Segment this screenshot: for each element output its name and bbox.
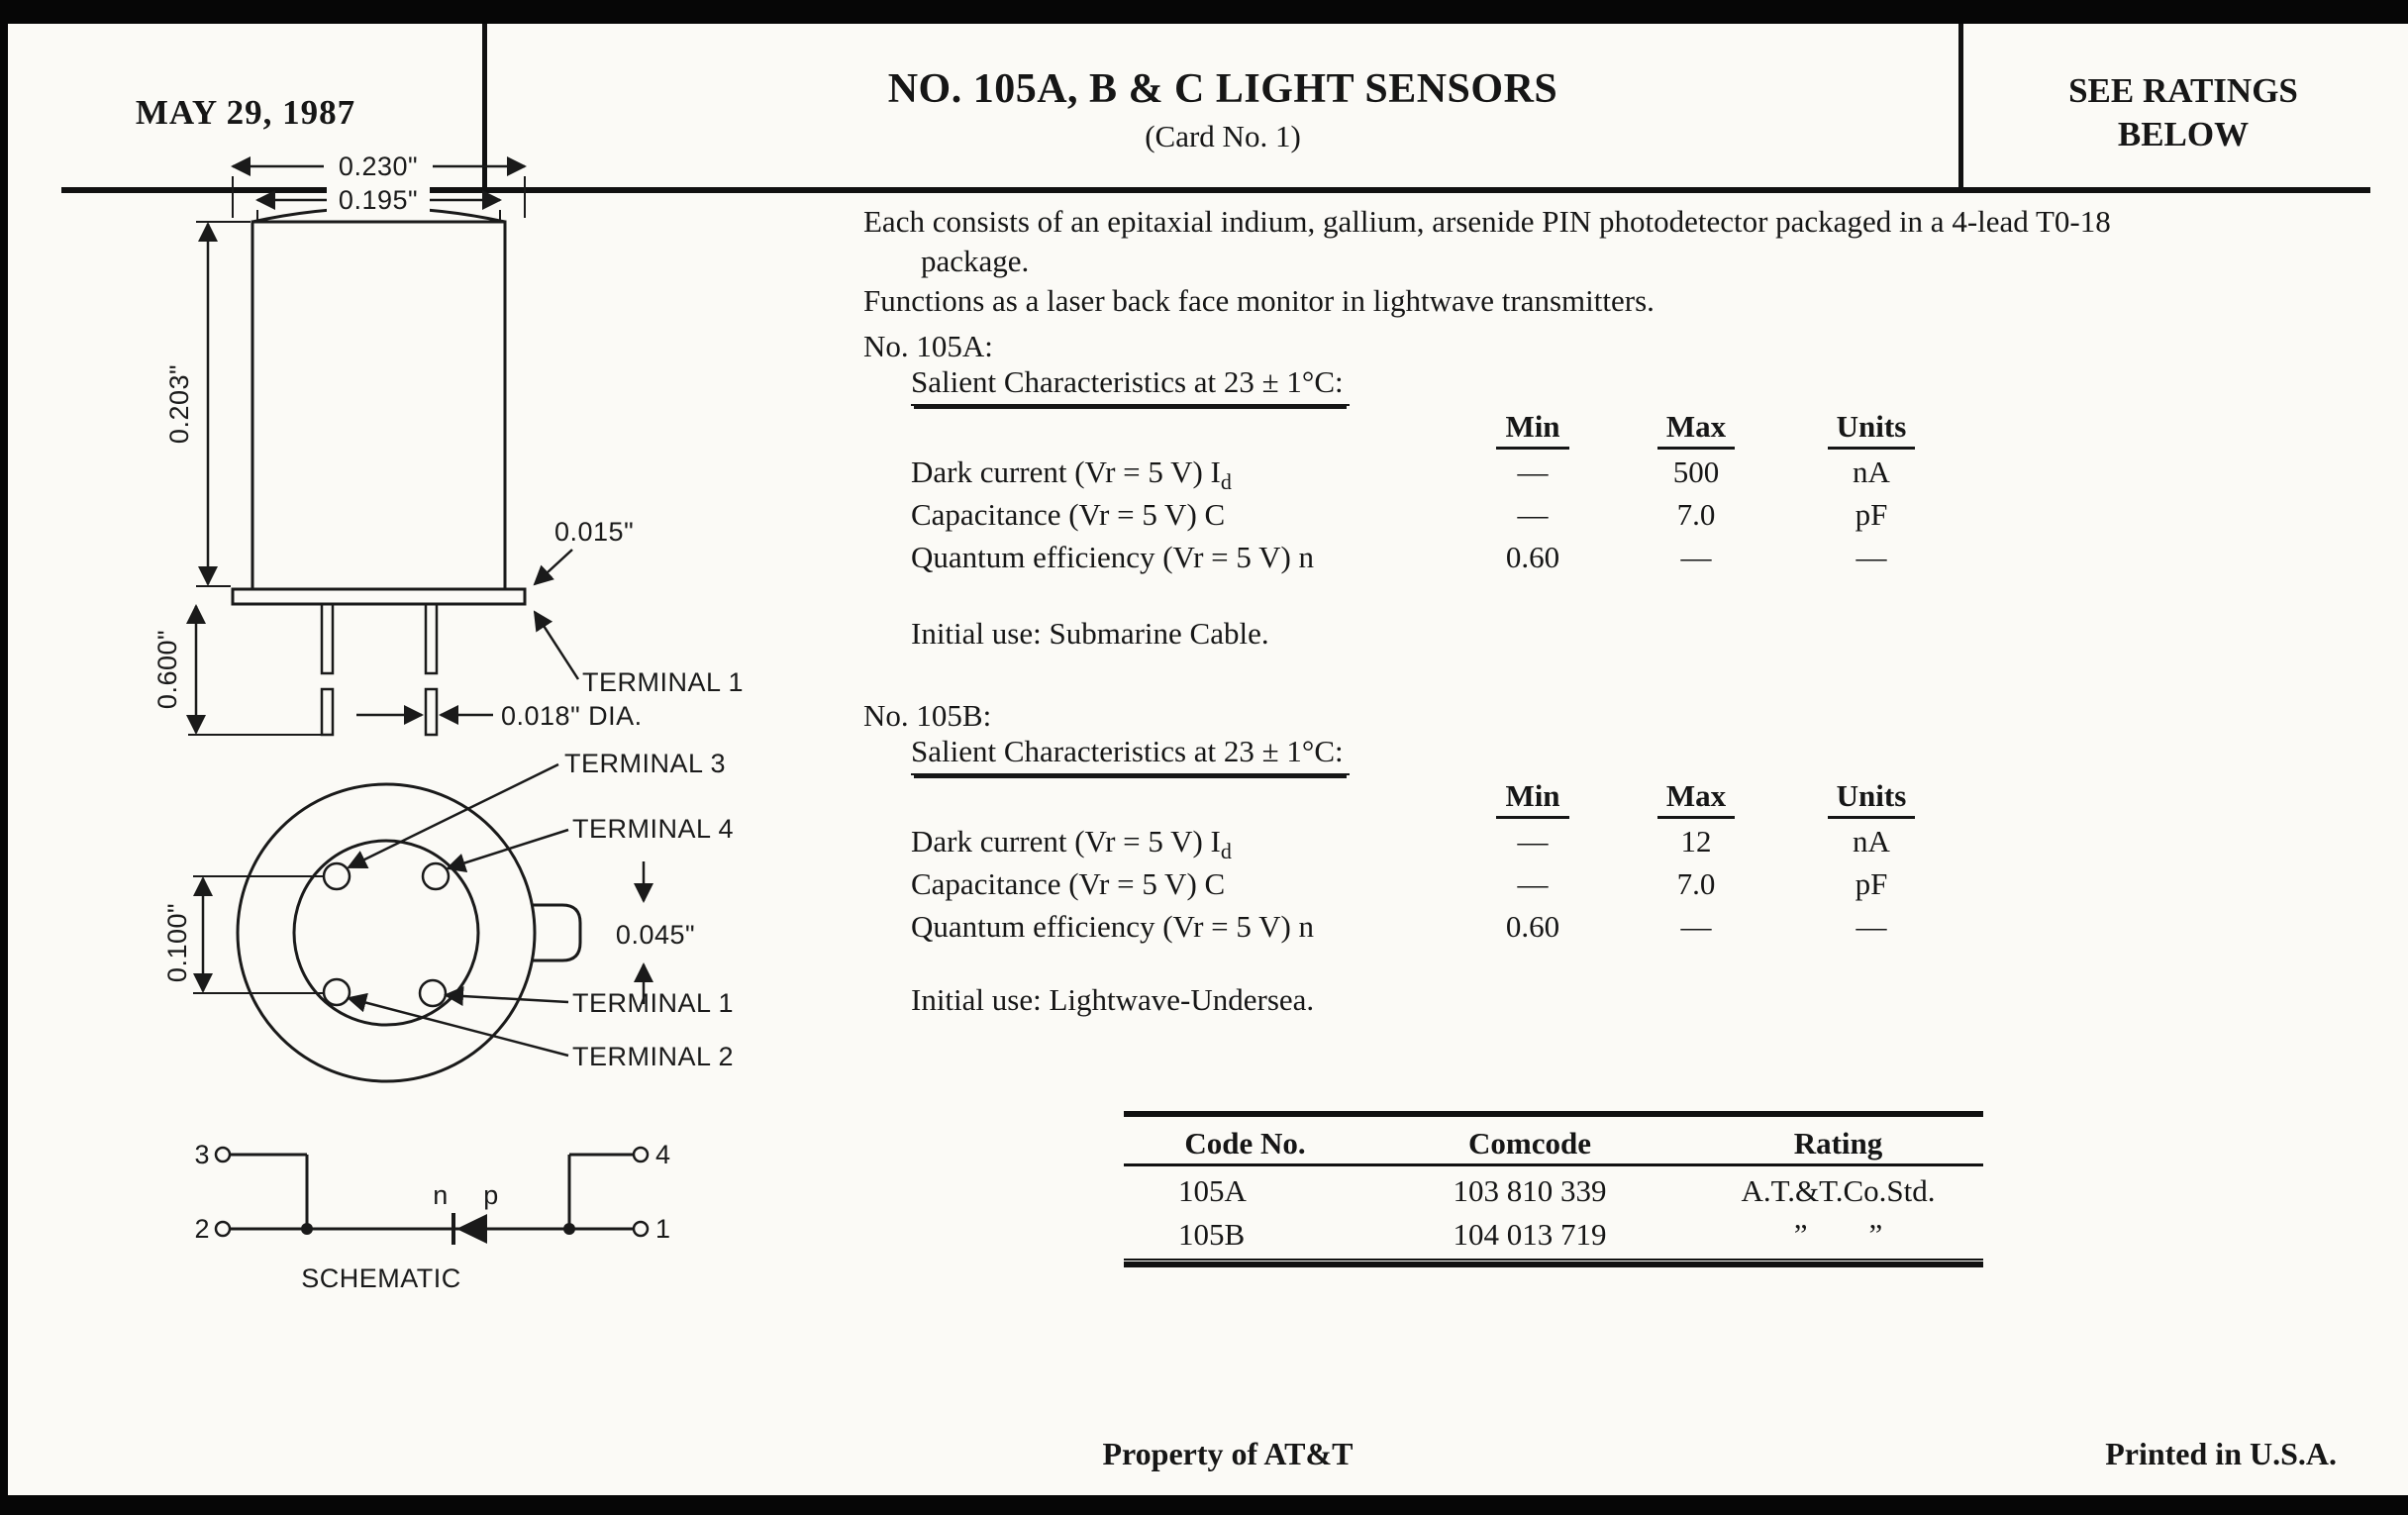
param-name: Dark current (Vr = 5 V) $I_d$: [911, 454, 1232, 495]
value-units: nA: [1853, 824, 1890, 858]
p-region-label: p: [483, 1180, 499, 1210]
dimension-lines: [188, 166, 578, 735]
terminal-1-label: TERMINAL 1: [572, 988, 735, 1018]
pin-4-label: 4: [655, 1140, 671, 1169]
value-min: —: [1517, 866, 1549, 901]
property-notice: Property of AT&T: [1102, 1436, 1354, 1471]
param-name: Capacitance (Vr = 5 V) C: [911, 497, 1226, 532]
param-subscript: d: [1220, 839, 1232, 864]
intro-line-1: Each consists of an epitaxial indium, gallium, arsenide PIN photodetector packaged in a 4-lead T0-18: [863, 204, 2111, 239]
code-col-header: Code No.: [1184, 1126, 1306, 1161]
package-side-view-drawing: [139, 139, 812, 753]
value-min: —: [1517, 824, 1549, 858]
bottom-view-outline: [238, 784, 580, 1081]
col-header-max: Max: [1612, 777, 1780, 819]
param-name: Capacitance (Vr = 5 V) C: [911, 866, 1226, 901]
char-table-corner: [911, 408, 1454, 451]
document-date: MAY 29, 1987: [135, 93, 356, 132]
junction-dot: [563, 1223, 575, 1235]
n-region-label: n: [433, 1180, 449, 1210]
terminal-1-label: TERMINAL 1: [582, 667, 745, 697]
pin-1-label: 1: [655, 1214, 671, 1244]
value-units: —: [1856, 540, 1887, 574]
pin-2-label: 2: [194, 1214, 210, 1244]
value-max: 7.0: [1676, 497, 1716, 532]
value-min: 0.60: [1505, 909, 1560, 944]
comcode-cell: 104 013 719: [1453, 1217, 1607, 1252]
col-header-units: Units: [1780, 408, 1962, 450]
salient-title-text: Salient Characteristics at 23 ± 1°C:: [911, 364, 1350, 406]
col-header-units: Units: [1780, 777, 1962, 819]
header-divider-right: [1958, 24, 1963, 188]
code-cell: 105A: [1178, 1173, 1247, 1208]
section-105b-heading: No. 105B:: [863, 698, 992, 733]
intro-line-3: Functions as a laser back face monitor in lightwave transmitters.: [863, 283, 1655, 318]
param-subscript: d: [1220, 469, 1232, 495]
ratings-note: [1965, 69, 2401, 156]
table-row: [1124, 1210, 1983, 1254]
diode-symbol: [453, 1213, 487, 1245]
code-table-header: [1124, 1117, 1983, 1166]
section-105b-salient-title: [911, 734, 1350, 775]
char-table-105a: [911, 408, 1962, 578]
value-max: —: [1680, 909, 1712, 944]
initial-use-105b: Initial use: Lightwave-Undersea.: [911, 982, 1315, 1017]
dim-body-height-label: 0.203": [164, 363, 194, 445]
col-header-min: Min: [1454, 777, 1612, 819]
terminal-4-label: TERMINAL 4: [572, 814, 735, 844]
value-max: 500: [1672, 454, 1720, 489]
value-max: 7.0: [1676, 866, 1716, 901]
rating-col-header: Rating: [1793, 1126, 1883, 1161]
param-name: Dark current (Vr = 5 V) $I_d$: [911, 824, 1232, 864]
dim-flange-thickness-label: 0.015": [554, 517, 635, 547]
value-max: 12: [1680, 824, 1712, 858]
value-units: pF: [1855, 497, 1888, 532]
code-table-bottom-rule: [1124, 1259, 1983, 1267]
value-min: —: [1517, 497, 1549, 532]
value-units: —: [1856, 909, 1887, 944]
value-max: —: [1680, 540, 1712, 574]
dim-lead-diameter-label: 0.018" DIA.: [501, 701, 643, 731]
section-105a-heading: No. 105A:: [863, 329, 993, 363]
schematic-wires: [216, 1148, 648, 1236]
intro-line-2: package.: [921, 244, 1030, 278]
dim-tab-width-label: 0.045": [615, 920, 696, 950]
rating-cell: ” ”: [1793, 1217, 1883, 1252]
char-table-105b: [911, 777, 1962, 948]
ratings-note-line2: BELOW: [2117, 115, 2250, 153]
comcode-cell: 103 810 339: [1453, 1173, 1607, 1208]
rating-cell: A.T.&T.Co.Std.: [1741, 1173, 1936, 1208]
dim-lead-spacing-label: 0.100": [162, 902, 192, 983]
value-units: pF: [1855, 866, 1888, 901]
dim-flange-width-label: 0.230": [338, 152, 419, 181]
printed-notice: Printed in U.S.A.: [2105, 1436, 2337, 1471]
code-cell: 105B: [1178, 1217, 1246, 1252]
comcode-col-header: Comcode: [1468, 1126, 1591, 1161]
col-header-max: Max: [1612, 408, 1780, 450]
page-title: NO. 105A, B & C LIGHT SENSORS: [887, 66, 1558, 112]
param-name: Quantum efficiency (Vr = 5 V) n: [911, 909, 1315, 944]
code-table: [1124, 1111, 1983, 1267]
param-name: Quantum efficiency (Vr = 5 V) n: [911, 540, 1315, 574]
value-min: —: [1517, 454, 1549, 489]
schematic-drawing: [139, 1109, 733, 1307]
table-row: [1124, 1166, 1983, 1210]
col-header-min: Min: [1454, 408, 1612, 450]
initial-use-105a: Initial use: Submarine Cable.: [911, 616, 1269, 651]
salient-title-text: Salient Characteristics at 23 ± 1°C:: [911, 734, 1350, 775]
terminal-3-label: TERMINAL 3: [564, 749, 727, 778]
card-number: (Card No. 1): [1145, 119, 1301, 153]
terminal-2-label: TERMINAL 2: [572, 1042, 735, 1071]
package-bottom-view-drawing: [139, 733, 852, 1129]
section-105a-salient-title: [911, 364, 1350, 406]
schematic-caption: SCHEMATIC: [301, 1263, 461, 1293]
package-outline: [233, 208, 525, 735]
char-table-corner: [911, 777, 1454, 820]
value-units: nA: [1853, 454, 1890, 489]
dim-cap-width-label: 0.195": [338, 185, 419, 215]
dim-lead-length-label: 0.600": [152, 629, 182, 710]
junction-dot: [301, 1223, 313, 1235]
ratings-note-line1: SEE RATINGS: [2068, 71, 2298, 110]
value-min: 0.60: [1505, 540, 1560, 574]
pin-3-label: 3: [194, 1140, 210, 1169]
